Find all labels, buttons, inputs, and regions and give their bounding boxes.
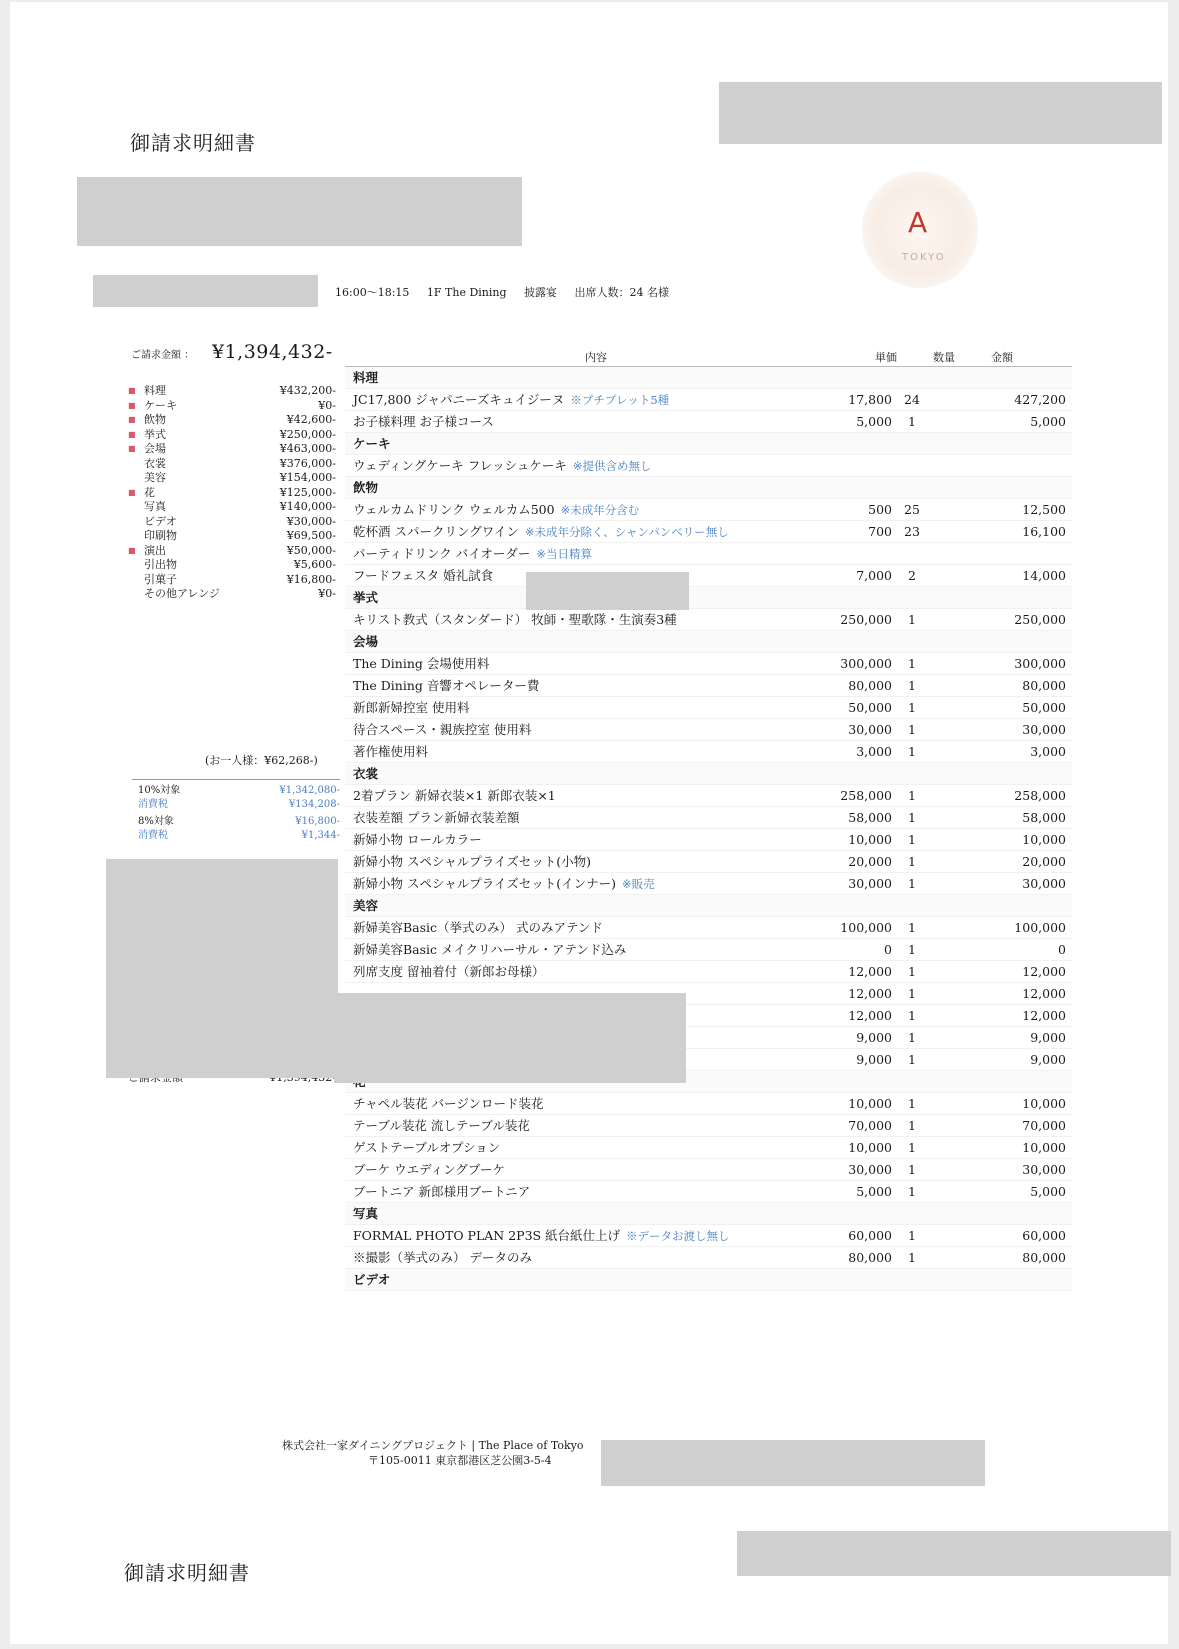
item-description — [353, 851, 591, 873]
tax-breakdown-row — [132, 815, 340, 829]
item-quantity: 1 — [908, 986, 916, 1001]
category-value: ¥16,800- — [286, 572, 336, 586]
item-amount: 10,000 — [1022, 832, 1066, 847]
table-row — [345, 455, 1072, 477]
logo-mark: A — [908, 206, 928, 239]
item-amount: 9,000 — [1030, 1052, 1066, 1067]
event-venue: 1F The Dining — [426, 286, 507, 299]
table-row — [345, 873, 1072, 895]
item-quantity: 1 — [908, 832, 916, 847]
table-row — [345, 565, 1072, 587]
tax-value: ¥16,800- — [295, 816, 340, 827]
item-quantity: 1 — [908, 876, 916, 891]
item-quantity: 1 — [908, 1250, 916, 1265]
item-unit-price: 30,000 — [848, 1162, 892, 1177]
marker-icon: ■ — [128, 400, 136, 410]
item-quantity: 24 — [904, 392, 920, 407]
category-label: 会場 — [144, 442, 166, 455]
table-row — [345, 719, 1072, 741]
item-quantity: 1 — [908, 810, 916, 825]
item-quantity: 1 — [908, 1228, 916, 1243]
table-row — [345, 697, 1072, 719]
category-name: 料理 — [353, 370, 379, 385]
item-amount: 5,000 — [1030, 414, 1066, 429]
item-quantity: 1 — [908, 964, 916, 979]
category-value: ¥50,000- — [286, 543, 336, 557]
item-unit-price: 0 — [884, 942, 892, 957]
category-name: 飲物 — [353, 480, 379, 495]
item-text: 新婦美容Basic（挙式のみ） 式のみアテンド — [353, 920, 603, 935]
item-quantity: 23 — [904, 524, 920, 539]
redaction-block — [77, 177, 522, 246]
item-text: テーブル装花 流しテーブル装花 — [353, 1118, 530, 1133]
item-unit-price: 50,000 — [848, 700, 892, 715]
item-description — [353, 697, 469, 719]
item-unit-price: 700 — [868, 524, 892, 539]
line-items-table — [345, 367, 1072, 1291]
redaction-block — [526, 572, 689, 610]
item-text: お子様料理 お子様コース — [353, 414, 494, 429]
category-row — [128, 457, 336, 472]
company-address: 〒105-0011 東京都港区芝公園3-5-4 — [368, 1454, 552, 1467]
item-note: ※プチプレット5種 — [570, 393, 670, 407]
item-description — [353, 543, 592, 565]
table-row — [345, 1137, 1072, 1159]
event-guests: 出席人数：24 名様 — [574, 286, 670, 299]
item-quantity: 1 — [908, 612, 916, 627]
table-row — [345, 1093, 1072, 1115]
category-heading — [345, 1269, 1072, 1291]
category-row — [128, 471, 336, 486]
item-text: 2着プラン 新婦衣装×1 新郎衣装×1 — [353, 788, 556, 803]
category-row — [128, 486, 336, 501]
table-row — [345, 543, 1072, 565]
item-text: 新婦小物 スペシャルプライズセット(小物) — [353, 854, 591, 869]
item-text: The Dining 会場使用料 — [353, 656, 490, 671]
item-quantity: 1 — [908, 1140, 916, 1155]
item-unit-price: 10,000 — [848, 1096, 892, 1111]
tax-label: 消費税 — [138, 829, 168, 841]
item-text: 新郎新婦控室 使用料 — [353, 700, 470, 715]
header-desc: 内容 — [585, 351, 607, 364]
marker-icon: ■ — [128, 545, 136, 555]
item-unit-price: 5,000 — [856, 1184, 892, 1199]
item-text: 著作権使用料 — [353, 744, 429, 759]
category-row — [128, 573, 336, 588]
item-quantity: 2 — [908, 568, 916, 583]
item-unit-price: 3,000 — [856, 744, 892, 759]
table-row — [345, 1159, 1072, 1181]
table-row — [345, 917, 1072, 939]
category-heading — [345, 763, 1072, 785]
marker-icon: ■ — [128, 429, 136, 439]
item-amount: 80,000 — [1022, 678, 1066, 693]
table-row — [345, 807, 1072, 829]
item-amount: 30,000 — [1022, 722, 1066, 737]
document-title-bottom: 御請求明細書 — [124, 1561, 250, 1585]
footer-company — [282, 1438, 583, 1468]
item-text: JC17,800 ジャパニーズキュイジーヌ — [353, 392, 565, 407]
table-row — [345, 411, 1072, 433]
item-text: 新婦小物 スペシャルプライズセット(インナー) — [353, 876, 616, 891]
item-text: 新婦小物 ロールカラー — [353, 832, 482, 847]
table-row — [345, 829, 1072, 851]
category-row — [128, 515, 336, 530]
item-description — [353, 389, 669, 411]
item-note: ※提供含め無し — [572, 459, 652, 473]
item-quantity: 1 — [908, 1052, 916, 1067]
tax-label: 8%対象 — [138, 816, 174, 827]
item-description — [353, 521, 729, 543]
category-row — [128, 413, 336, 428]
category-breakdown — [128, 384, 336, 602]
total-amount: ¥1,394,432- — [212, 341, 333, 363]
redaction-block — [601, 1440, 985, 1486]
item-quantity: 1 — [908, 854, 916, 869]
category-heading — [345, 631, 1072, 653]
item-text: 乾杯酒 スパークリングワイン — [353, 524, 519, 539]
item-unit-price: 12,000 — [848, 964, 892, 979]
item-quantity: 1 — [908, 942, 916, 957]
venue-logo — [862, 172, 978, 288]
item-text: フードフェスタ 婚礼試食 — [353, 568, 494, 583]
item-quantity: 1 — [908, 1030, 916, 1045]
item-description — [353, 1137, 500, 1159]
item-description — [353, 961, 544, 983]
redaction-block — [106, 859, 338, 1078]
category-row — [128, 544, 336, 559]
item-description — [353, 675, 539, 697]
item-description — [353, 1115, 530, 1137]
item-quantity: 1 — [908, 1184, 916, 1199]
category-row — [128, 587, 336, 602]
category-heading — [345, 587, 1072, 609]
item-unit-price: 300,000 — [840, 656, 892, 671]
category-label: 演出 — [144, 543, 166, 557]
category-name: ケーキ — [353, 436, 391, 451]
tax-breakdown-row — [132, 798, 340, 812]
item-quantity: 1 — [908, 1008, 916, 1023]
item-description — [353, 873, 655, 895]
table-row — [345, 741, 1072, 763]
category-row — [128, 529, 336, 544]
redaction-block — [737, 1531, 1171, 1576]
table-row — [345, 1115, 1072, 1137]
category-value: ¥463,000- — [279, 442, 336, 455]
event-type: 披露宴 — [524, 286, 558, 299]
event-time: 16:00〜18:15 — [335, 286, 410, 299]
category-heading — [345, 367, 1072, 389]
tax-label: 消費税 — [138, 798, 168, 810]
category-label: ケーキ — [144, 398, 177, 412]
category-label: 花 — [144, 485, 155, 499]
item-unit-price: 70,000 — [848, 1118, 892, 1133]
category-heading — [345, 477, 1072, 499]
item-text: ウェルカムドリンク ウェルカム500 — [353, 502, 555, 517]
item-quantity: 1 — [908, 1096, 916, 1111]
category-name: 会場 — [353, 634, 379, 649]
per-person-amount: (お一人様：¥62,268-) — [205, 754, 318, 767]
item-description — [353, 565, 493, 587]
category-row — [128, 428, 336, 443]
redaction-block — [93, 275, 318, 307]
item-quantity: 1 — [908, 722, 916, 737]
tax-breakdown-row — [132, 784, 340, 798]
table-header — [345, 349, 1072, 367]
table-row — [345, 521, 1072, 543]
table-row — [345, 1225, 1072, 1247]
category-value: ¥5,600- — [293, 558, 336, 571]
item-unit-price: 9,000 — [856, 1030, 892, 1045]
marker-icon: ■ — [128, 487, 136, 497]
item-unit-price: 258,000 — [840, 788, 892, 803]
item-description — [353, 807, 519, 829]
item-unit-price: 20,000 — [848, 854, 892, 869]
category-label: 挙式 — [144, 427, 166, 441]
item-description — [353, 829, 482, 851]
item-quantity: 1 — [908, 744, 916, 759]
item-note: ※データお渡し無し — [626, 1229, 730, 1243]
tax-value: ¥134,208- — [288, 798, 340, 810]
item-description — [353, 785, 556, 807]
category-value: ¥432,200- — [279, 384, 336, 397]
item-description — [353, 1247, 532, 1269]
item-unit-price: 17,800 — [848, 392, 892, 407]
item-quantity: 25 — [904, 502, 920, 517]
table-row — [345, 851, 1072, 873]
item-unit-price: 60,000 — [848, 1228, 892, 1243]
item-unit-price: 80,000 — [848, 678, 892, 693]
table-row — [345, 675, 1072, 697]
category-row — [128, 558, 336, 573]
category-row — [128, 442, 336, 457]
item-description — [353, 939, 626, 961]
item-unit-price: 5,000 — [856, 414, 892, 429]
item-unit-price: 250,000 — [840, 612, 892, 627]
item-description — [353, 1159, 505, 1181]
item-text: 衣装差額 プラン新婦衣装差額 — [353, 810, 520, 825]
item-note: ※未成年分含む — [560, 503, 640, 517]
item-unit-price: 30,000 — [848, 876, 892, 891]
item-description — [353, 653, 489, 675]
item-amount: 12,000 — [1022, 986, 1066, 1001]
item-quantity: 1 — [908, 414, 916, 429]
item-amount: 16,100 — [1022, 524, 1066, 539]
category-value: ¥376,000- — [279, 456, 336, 470]
category-label: 引菓子 — [144, 572, 177, 586]
marker-icon: ■ — [128, 386, 136, 395]
item-unit-price: 10,000 — [848, 1140, 892, 1155]
item-amount: 9,000 — [1030, 1030, 1066, 1045]
item-text: ウェディングケーキ フレッシュケーキ — [353, 458, 567, 473]
table-row — [345, 1181, 1072, 1203]
item-text: FORMAL PHOTO PLAN 2P3S 紙台紙仕上げ — [353, 1228, 621, 1243]
item-quantity: 1 — [908, 788, 916, 803]
item-text: ブートニア 新郎様用ブートニア — [353, 1184, 531, 1199]
category-name: 挙式 — [353, 590, 379, 605]
item-quantity: 1 — [908, 700, 916, 715]
category-heading — [345, 1203, 1072, 1225]
item-amount: 5,000 — [1030, 1184, 1066, 1199]
table-row — [345, 499, 1072, 521]
table-row — [345, 609, 1072, 631]
category-name: ビデオ — [353, 1272, 391, 1287]
category-row — [128, 500, 336, 515]
item-amount: 0 — [1058, 942, 1066, 957]
category-label: 写真 — [144, 500, 166, 513]
item-text: キリスト教式（スタンダード） 牧師・聖歌隊・生演奏3種 — [353, 612, 677, 627]
category-heading — [345, 895, 1072, 917]
item-amount: 12,500 — [1022, 502, 1066, 517]
category-name: 写真 — [353, 1206, 379, 1221]
item-amount: 258,000 — [1014, 788, 1066, 803]
category-value: ¥125,000- — [279, 485, 336, 499]
marker-icon: ■ — [128, 444, 136, 453]
item-amount: 58,000 — [1022, 810, 1066, 825]
item-description — [353, 917, 603, 939]
item-amount: 70,000 — [1022, 1118, 1066, 1133]
item-amount: 20,000 — [1022, 854, 1066, 869]
item-description — [353, 455, 652, 477]
table-row — [345, 653, 1072, 675]
item-description — [353, 499, 639, 521]
item-text: ブーケ ウエディングブーケ — [353, 1162, 505, 1177]
header-amount: 金額 — [991, 351, 1013, 364]
item-unit-price: 12,000 — [848, 986, 892, 1001]
item-amount: 30,000 — [1022, 876, 1066, 891]
item-amount: 14,000 — [1022, 568, 1066, 583]
item-note: ※販売 — [621, 877, 655, 891]
category-label: 印刷物 — [144, 529, 177, 542]
category-value: ¥42,600- — [286, 413, 336, 426]
tax-breakdown — [132, 779, 340, 842]
item-description — [353, 411, 494, 433]
table-row — [345, 1247, 1072, 1269]
redaction-block — [719, 82, 1162, 144]
item-amount: 30,000 — [1022, 1162, 1066, 1177]
item-amount: 300,000 — [1014, 656, 1066, 671]
category-value: ¥154,000- — [279, 471, 336, 484]
tax-label: 10%対象 — [138, 785, 181, 796]
category-value: ¥69,500- — [286, 529, 336, 542]
item-description — [353, 1181, 530, 1203]
table-row — [345, 961, 1072, 983]
item-unit-price: 80,000 — [848, 1250, 892, 1265]
category-value: ¥140,000- — [279, 500, 336, 513]
category-label: その他アレンジ — [144, 587, 221, 600]
item-text: チャペル装花 バージンロード装花 — [353, 1096, 544, 1111]
category-row — [128, 384, 336, 399]
category-label: 飲物 — [144, 413, 166, 426]
category-name: 美容 — [353, 898, 379, 913]
total-header — [128, 341, 343, 370]
item-unit-price: 30,000 — [848, 722, 892, 737]
item-note: ※未成年分除く、シャンパンベリー無し — [524, 525, 729, 539]
item-text: The Dining 音響オペレーター費 — [353, 678, 540, 693]
item-description — [353, 741, 428, 763]
item-unit-price: 12,000 — [848, 1008, 892, 1023]
tax-value: ¥1,342,080- — [279, 785, 340, 796]
category-label: 衣裳 — [144, 456, 166, 470]
item-text: 新婦美容Basic メイクリハーサル・アテンド込み — [353, 942, 627, 957]
item-unit-price: 9,000 — [856, 1052, 892, 1067]
item-text: 列席支度 留袖着付（新郎お母様） — [353, 964, 545, 979]
table-row — [345, 389, 1072, 411]
item-amount: 3,000 — [1030, 744, 1066, 759]
category-name: 衣裳 — [353, 766, 379, 781]
total-label: ご請求金額 ： — [131, 350, 195, 361]
item-unit-price: 10,000 — [848, 832, 892, 847]
item-unit-price: 100,000 — [840, 920, 892, 935]
item-amount: 12,000 — [1022, 964, 1066, 979]
item-quantity: 1 — [908, 656, 916, 671]
category-label: 料理 — [144, 384, 166, 397]
item-unit-price: 7,000 — [856, 568, 892, 583]
logo-city: TOKYO — [902, 252, 946, 263]
category-value: ¥0- — [318, 398, 336, 412]
item-description — [353, 1093, 544, 1115]
tax-breakdown-row — [132, 829, 340, 843]
category-row — [128, 399, 336, 414]
item-unit-price: 58,000 — [848, 810, 892, 825]
item-text: ※撮影（挙式のみ） データのみ — [353, 1250, 532, 1265]
event-info — [335, 284, 683, 300]
item-text: 待合スペース・親族控室 使用料 — [353, 722, 532, 737]
redaction-block — [334, 993, 686, 1083]
item-text: ゲストテーブルオプション — [353, 1140, 501, 1155]
item-amount: 10,000 — [1022, 1140, 1066, 1155]
category-value: ¥0- — [318, 587, 336, 600]
item-description — [353, 609, 677, 631]
document-title: 御請求明細書 — [130, 131, 256, 155]
table-row — [345, 939, 1072, 961]
item-amount: 80,000 — [1022, 1250, 1066, 1265]
item-amount: 50,000 — [1022, 700, 1066, 715]
category-heading — [345, 433, 1072, 455]
tax-value: ¥1,344- — [301, 829, 340, 841]
item-amount: 250,000 — [1014, 612, 1066, 627]
table-row — [345, 785, 1072, 807]
category-value: ¥30,000- — [286, 514, 336, 528]
item-text: パーティドリンク バイオーダー — [353, 546, 531, 561]
category-label: 美容 — [144, 471, 166, 484]
item-quantity: 1 — [908, 920, 916, 935]
item-amount: 12,000 — [1022, 1008, 1066, 1023]
item-amount: 60,000 — [1022, 1228, 1066, 1243]
header-price: 単価 — [875, 351, 897, 364]
item-amount: 100,000 — [1014, 920, 1066, 935]
item-description — [353, 719, 531, 741]
item-quantity: 1 — [908, 1118, 916, 1133]
header-qty: 数量 — [933, 351, 955, 364]
item-quantity: 1 — [908, 1162, 916, 1177]
item-note: ※当日精算 — [536, 547, 592, 561]
item-description — [353, 1225, 730, 1247]
marker-icon: ■ — [128, 415, 136, 424]
item-unit-price: 500 — [868, 502, 892, 517]
item-amount: 10,000 — [1022, 1096, 1066, 1111]
item-amount: 427,200 — [1014, 392, 1066, 407]
category-label: 引出物 — [144, 558, 177, 571]
category-label: ビデオ — [144, 514, 177, 528]
item-quantity: 1 — [908, 678, 916, 693]
category-value: ¥250,000- — [279, 427, 336, 441]
company-name: 株式会社一家ダイニングプロジェクト | The Place of Tokyo — [282, 1439, 584, 1452]
